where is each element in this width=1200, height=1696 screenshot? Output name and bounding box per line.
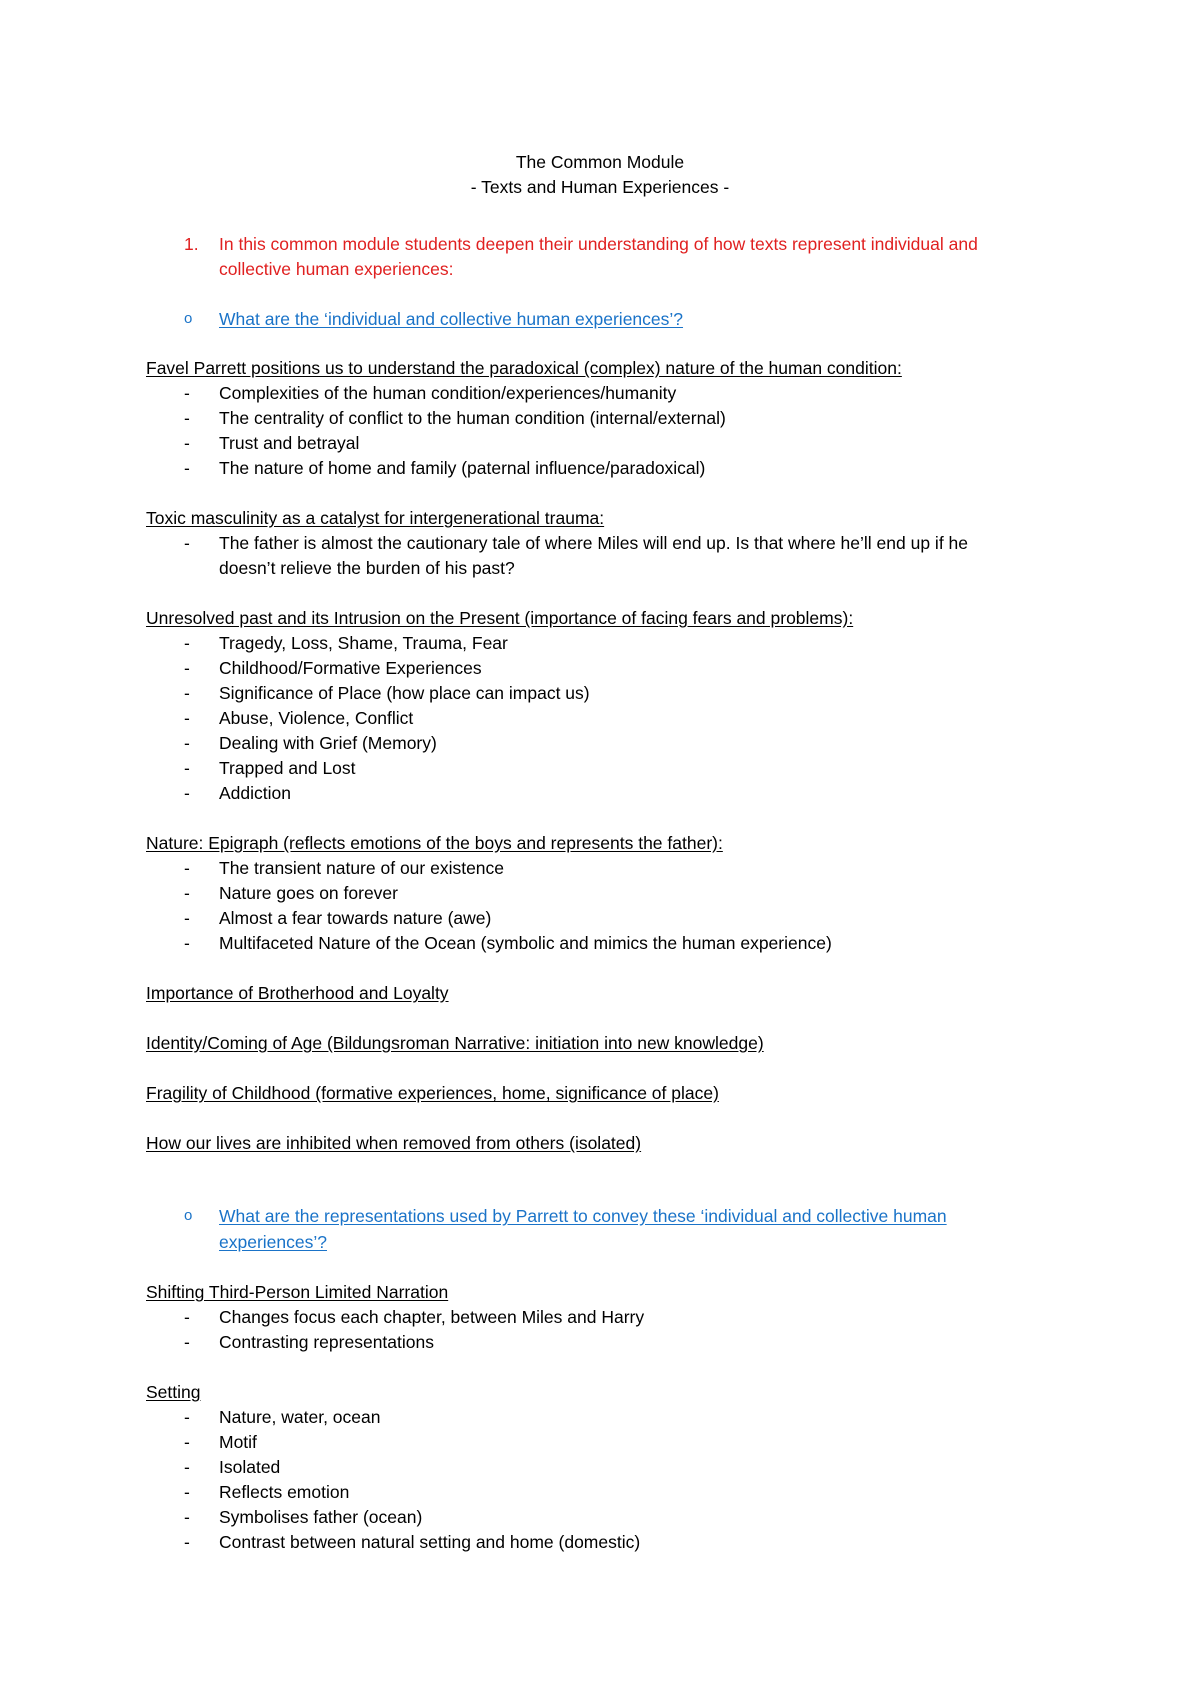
dash-bullet: - — [184, 1407, 190, 1427]
item-1-line-2: collective human experiences: — [219, 259, 454, 279]
dash-bullet: - — [184, 758, 190, 778]
list-item-text: Contrasting representations — [219, 1332, 434, 1352]
list-item-text: Almost a fear towards nature (awe) — [219, 908, 492, 928]
list-item-text: Significance of Place (how place can impact us) — [219, 683, 590, 703]
list-item-text: The father is almost the cautionary tale of where Miles will end up. Is that where he’ll end up if he — [219, 533, 969, 553]
dash-bullet: - — [184, 1482, 190, 1502]
list-item-text: The transient nature of our existence — [219, 858, 505, 878]
item-1-line-1: In this common module students deepen their understanding of how texts represent individual and — [219, 234, 978, 254]
list-item-text: Trust and betrayal — [219, 433, 360, 453]
dash-bullet: - — [184, 533, 190, 553]
list-item-text: Isolated — [219, 1457, 281, 1477]
document-title: The Common Module — [515, 152, 685, 172]
list-item-text: Multifaceted Nature of the Ocean (symbolic and mimics the human experience) — [219, 933, 832, 953]
heading-identity: Identity/Coming of Age (Bildungsroman Narrative: initiation into new knowledge) — [146, 1033, 764, 1053]
dash-bullet: - — [184, 1507, 190, 1527]
list-item-text: doesn’t relieve the burden of his past? — [219, 558, 515, 578]
section-heading: Unresolved past and its Intrusion on the Present (importance of facing fears and problems): — [146, 608, 854, 628]
heading-brotherhood: Importance of Brotherhood and Loyalty — [146, 983, 449, 1003]
dash-bullet: - — [184, 683, 190, 703]
dash-bullet: - — [184, 733, 190, 753]
list-item-text: Tragedy, Loss, Shame, Trauma, Fear — [219, 633, 508, 653]
bullet-o: o — [184, 1207, 193, 1224]
dash-bullet: - — [184, 783, 190, 803]
list-item-text: Childhood/Formative Experiences — [219, 658, 482, 678]
section-heading: Nature: Epigraph (reflects emotions of the boys and represents the father): — [146, 833, 723, 853]
dash-bullet: - — [184, 1307, 190, 1327]
list-item-text: Reflects emotion — [219, 1482, 350, 1502]
dash-bullet: - — [184, 933, 190, 953]
list-item-text: Abuse, Violence, Conflict — [219, 708, 414, 728]
dash-bullet: - — [184, 883, 190, 903]
dash-bullet: - — [184, 433, 190, 453]
list-item-text: Trapped and Lost — [219, 758, 356, 778]
list-item-text: Motif — [219, 1432, 257, 1452]
question-1-link[interactable]: What are the ‘individual and collective human experiences’? — [219, 309, 684, 329]
list-item-text: Addiction — [219, 783, 291, 803]
bullet-o: o — [184, 310, 193, 327]
dash-bullet: - — [184, 658, 190, 678]
section-heading: Shifting Third-Person Limited Narration — [146, 1282, 449, 1302]
question-2-link-line-2[interactable]: experiences’? — [219, 1232, 327, 1252]
section-heading: Setting — [146, 1382, 201, 1402]
list-item-text: Symbolises father (ocean) — [219, 1507, 423, 1527]
list-item-text: Nature, water, ocean — [219, 1407, 381, 1427]
dash-bullet: - — [184, 1432, 190, 1452]
section-heading: Favel Parrett positions us to understand the paradoxical (complex) nature of the human condition: — [146, 358, 902, 378]
document-subtitle: - Texts and Human Experiences - — [470, 177, 730, 197]
list-item-text: Changes focus each chapter, between Miles and Harry — [219, 1307, 645, 1327]
list-item-text: The nature of home and family (paternal influence/paradoxical) — [219, 458, 706, 478]
item-number: 1. — [184, 234, 199, 254]
list-item-text: The centrality of conflict to the human condition (internal/external) — [219, 408, 726, 428]
heading-fragility: Fragility of Childhood (formative experiences, home, significance of place) — [146, 1083, 719, 1103]
dash-bullet: - — [184, 408, 190, 428]
dash-bullet: - — [184, 383, 190, 403]
dash-bullet: - — [184, 1532, 190, 1552]
list-item-text: Complexities of the human condition/experiences/humanity — [219, 383, 677, 403]
list-item-text: Dealing with Grief (Memory) — [219, 733, 437, 753]
dash-bullet: - — [184, 458, 190, 478]
question-2-link-line-1[interactable]: What are the representations used by Parrett to convey these ‘individual and collective human — [219, 1206, 947, 1226]
section-heading: Toxic masculinity as a catalyst for intergenerational trauma: — [146, 508, 605, 528]
dash-bullet: - — [184, 633, 190, 653]
dash-bullet: - — [184, 708, 190, 728]
list-item-text: Contrast between natural setting and home (domestic) — [219, 1532, 641, 1552]
list-item-text: Nature goes on forever — [219, 883, 398, 903]
dash-bullet: - — [184, 858, 190, 878]
dash-bullet: - — [184, 908, 190, 928]
heading-isolation: How our lives are inhibited when removed from others (isolated) — [146, 1133, 642, 1153]
dash-bullet: - — [184, 1332, 190, 1352]
dash-bullet: - — [184, 1457, 190, 1477]
